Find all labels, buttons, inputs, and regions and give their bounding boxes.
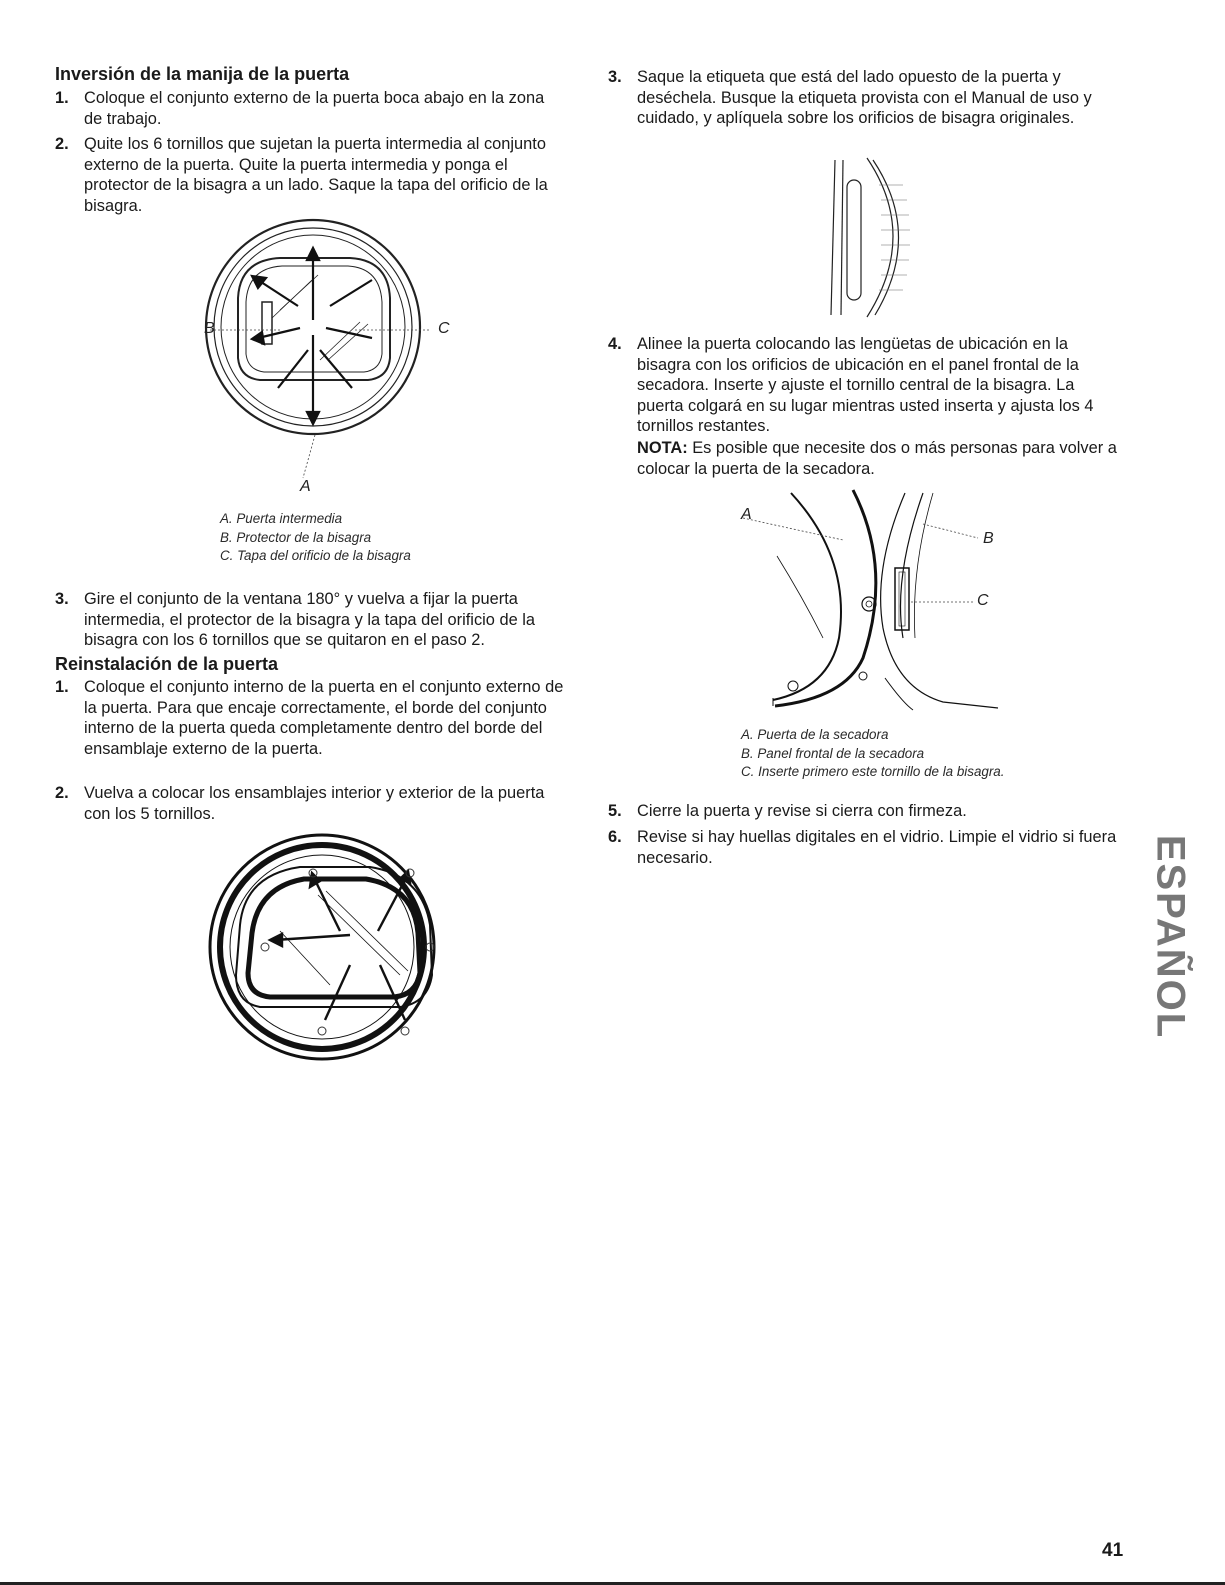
callout-c: C <box>438 320 450 337</box>
figure-inner-door <box>140 220 480 505</box>
note: NOTA: Es posible que necesite dos o más personas para volver a colocar la puerta de la secadora. <box>637 439 1117 478</box>
page-number: 41 <box>1102 1540 1124 1561</box>
callout-a: A <box>300 478 311 495</box>
step-2: 2. Quite los 6 tornillos que sujetan la puerta intermedia al conjunto externo de la puerta. Quite la puerta intermedia y ponga el protector de la bisagra a un lado. Saque la tapa del orificio de la bisagra. <box>55 135 548 215</box>
figure-door-assembly <box>200 835 445 1060</box>
heading-door-reinstallation: Reinstalación de la puerta <box>55 654 279 674</box>
step-reinstall-2: 2. Vuelva a colocar los ensamblajes interior y exterior de la puerta con los 5 tornillos. <box>55 784 545 823</box>
step-4: 4. Alinee la puerta colocando las lengüetas de ubicación en la bisagra con los orificios de ubicación en el panel frontal de la secadora. Inserte y ajuste el tornillo central de la bisagra. La puerta colgará en su lugar mientras usted inserta y ajusta los 4 tornillos restantes. <box>608 335 1094 436</box>
step-3-label: 3. Saque la etiqueta que está del lado opuesto de la puerta y deséchela. Busque la etiqueta provista con el Manual de uso y cuidado, y aplíquela sobre los orificios de bisagra originales. <box>608 68 1092 128</box>
language-tab-graphic <box>1148 815 1193 1060</box>
step-3: 3. Gire el conjunto de la ventana 180° y vuelva a fijar la puerta intermedia, el protector de la bisagra y la tapa del orificio de la bisagra con los 6 tornillos que se quitaron en el paso 2. <box>55 590 535 650</box>
heading-door-handle-reversal: Inversión de la manija de la puerta <box>55 64 350 84</box>
callout-b: B <box>204 320 215 337</box>
figure1-captions: A. Puerta intermedia B. Protector de la bisagra C. Tapa del orificio de la bisagra <box>220 511 411 563</box>
callout-c-hinge-screw: C <box>977 592 989 609</box>
step-6: 6. Revise si hay huellas digitales en el vidrio. Limpie el vidrio si fuera necesario. <box>608 828 1117 867</box>
door-assembly-illustration <box>200 835 445 1060</box>
figure-dryer-captions: A. Puerta de la secadora B. Panel frontal de la secadora C. Inserte primero este tornillo de la bisagra. <box>741 727 1005 779</box>
language-side-tab <box>1148 815 1193 1060</box>
figure-hinge-label <box>823 155 923 320</box>
step-5: 5. Cierre la puerta y revise si cierra con firmeza. <box>608 802 967 820</box>
callout-b-front-panel: B <box>983 530 994 547</box>
hinge-label-illustration <box>823 155 923 320</box>
figure-dryer-door <box>733 488 998 720</box>
inner-door-illustration <box>140 220 480 505</box>
callout-a-dryer-door: A <box>741 506 752 523</box>
step-reinstall-1: 1. Coloque el conjunto interno de la puerta en el conjunto externo de la puerta. Para que encaje correctamente, el borde del conjunto interno de la puerta queda completamente dentro del borde del ensamblaje externo de la puerta. <box>55 678 564 758</box>
dryer-door-illustration <box>733 488 998 720</box>
step-1: 1. Coloque el conjunto externo de la puerta boca abajo en la zona de trabajo. <box>55 89 545 128</box>
language-tab-text: ESPAÑOL <box>1148 834 1193 1040</box>
